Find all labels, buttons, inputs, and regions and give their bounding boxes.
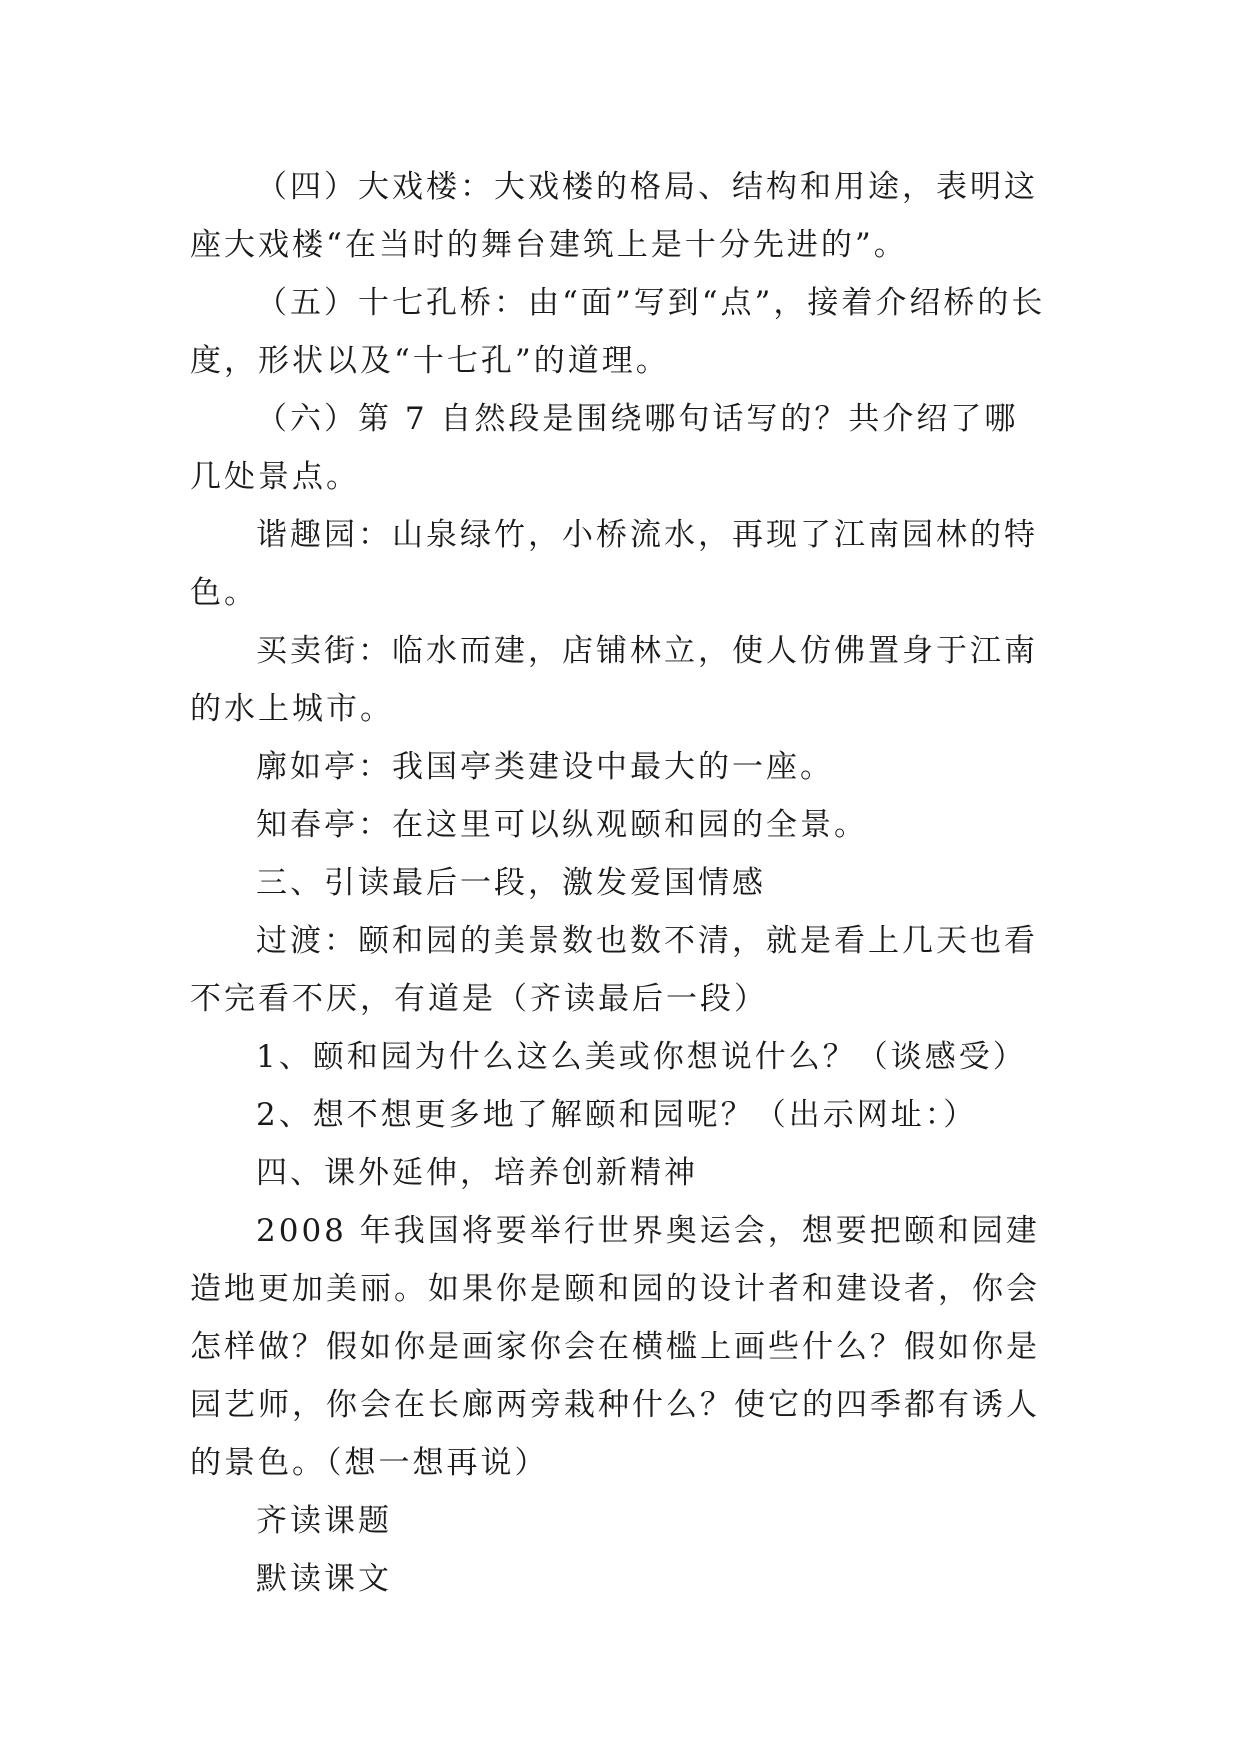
document-body: [190, 158, 1052, 1608]
paragraph-section-five: （五）十七孔桥：由“面”写到“点”，接着介绍桥的长度，形状以及“十七孔”的道理。: [190, 285, 1046, 379]
paragraph-transition: 过渡：颐和园的美景数也数不清，就是看上几天也看不完看不厌，有道是（齐读最后一段）: [190, 923, 1038, 1017]
question-one: 1、颐和园为什么这么美或你想说什么？（谈感受）: [256, 1039, 1027, 1075]
heading-part-four: 四、课外延伸，培养创新精神: [256, 1155, 698, 1191]
paragraph-kuoruting: 廓如亭：我国亭类建设中最大的一座。: [256, 749, 834, 785]
paragraph-silent-read: 默读课文: [256, 1561, 392, 1597]
heading-part-three: 三、引读最后一段，激发爱国情感: [256, 865, 766, 901]
question-two: 2、想不想更多地了解颐和园呢？（出示网址：）: [256, 1097, 978, 1133]
paragraph-section-six: （六）第 7 自然段是围绕哪句话写的？共介绍了哪几处景点。: [190, 401, 1019, 495]
paragraph-read-title: 齐读课题: [256, 1503, 392, 1539]
paragraph-section-four: （四）大戏楼：大戏楼的格局、结构和用途，表明这座大戏楼“在当时的舞台建筑上是十分先进的”。: [190, 169, 1038, 263]
paragraph-xiequyuan: 谐趣园：山泉绿竹，小桥流水，再现了江南园林的特色。: [190, 517, 1038, 611]
paragraph-zhichunting: 知春亭：在这里可以纵观颐和园的全景。: [256, 807, 868, 843]
paragraph-olympics: 2008 年我国将要举行世界奥运会，想要把颐和园建造地更加美丽。如果你是颐和园的设计者和建设者，你会怎样做？假如你是画家你会在横槛上画些什么？假如你是园艺师，你会在长廊两旁栽种什么？使它的四季都有诱人的景色。（想一想再说）: [190, 1213, 1040, 1481]
paragraph-maimaijie: 买卖街：临水而建，店铺林立，使人仿佛置身于江南的水上城市。: [190, 633, 1038, 727]
